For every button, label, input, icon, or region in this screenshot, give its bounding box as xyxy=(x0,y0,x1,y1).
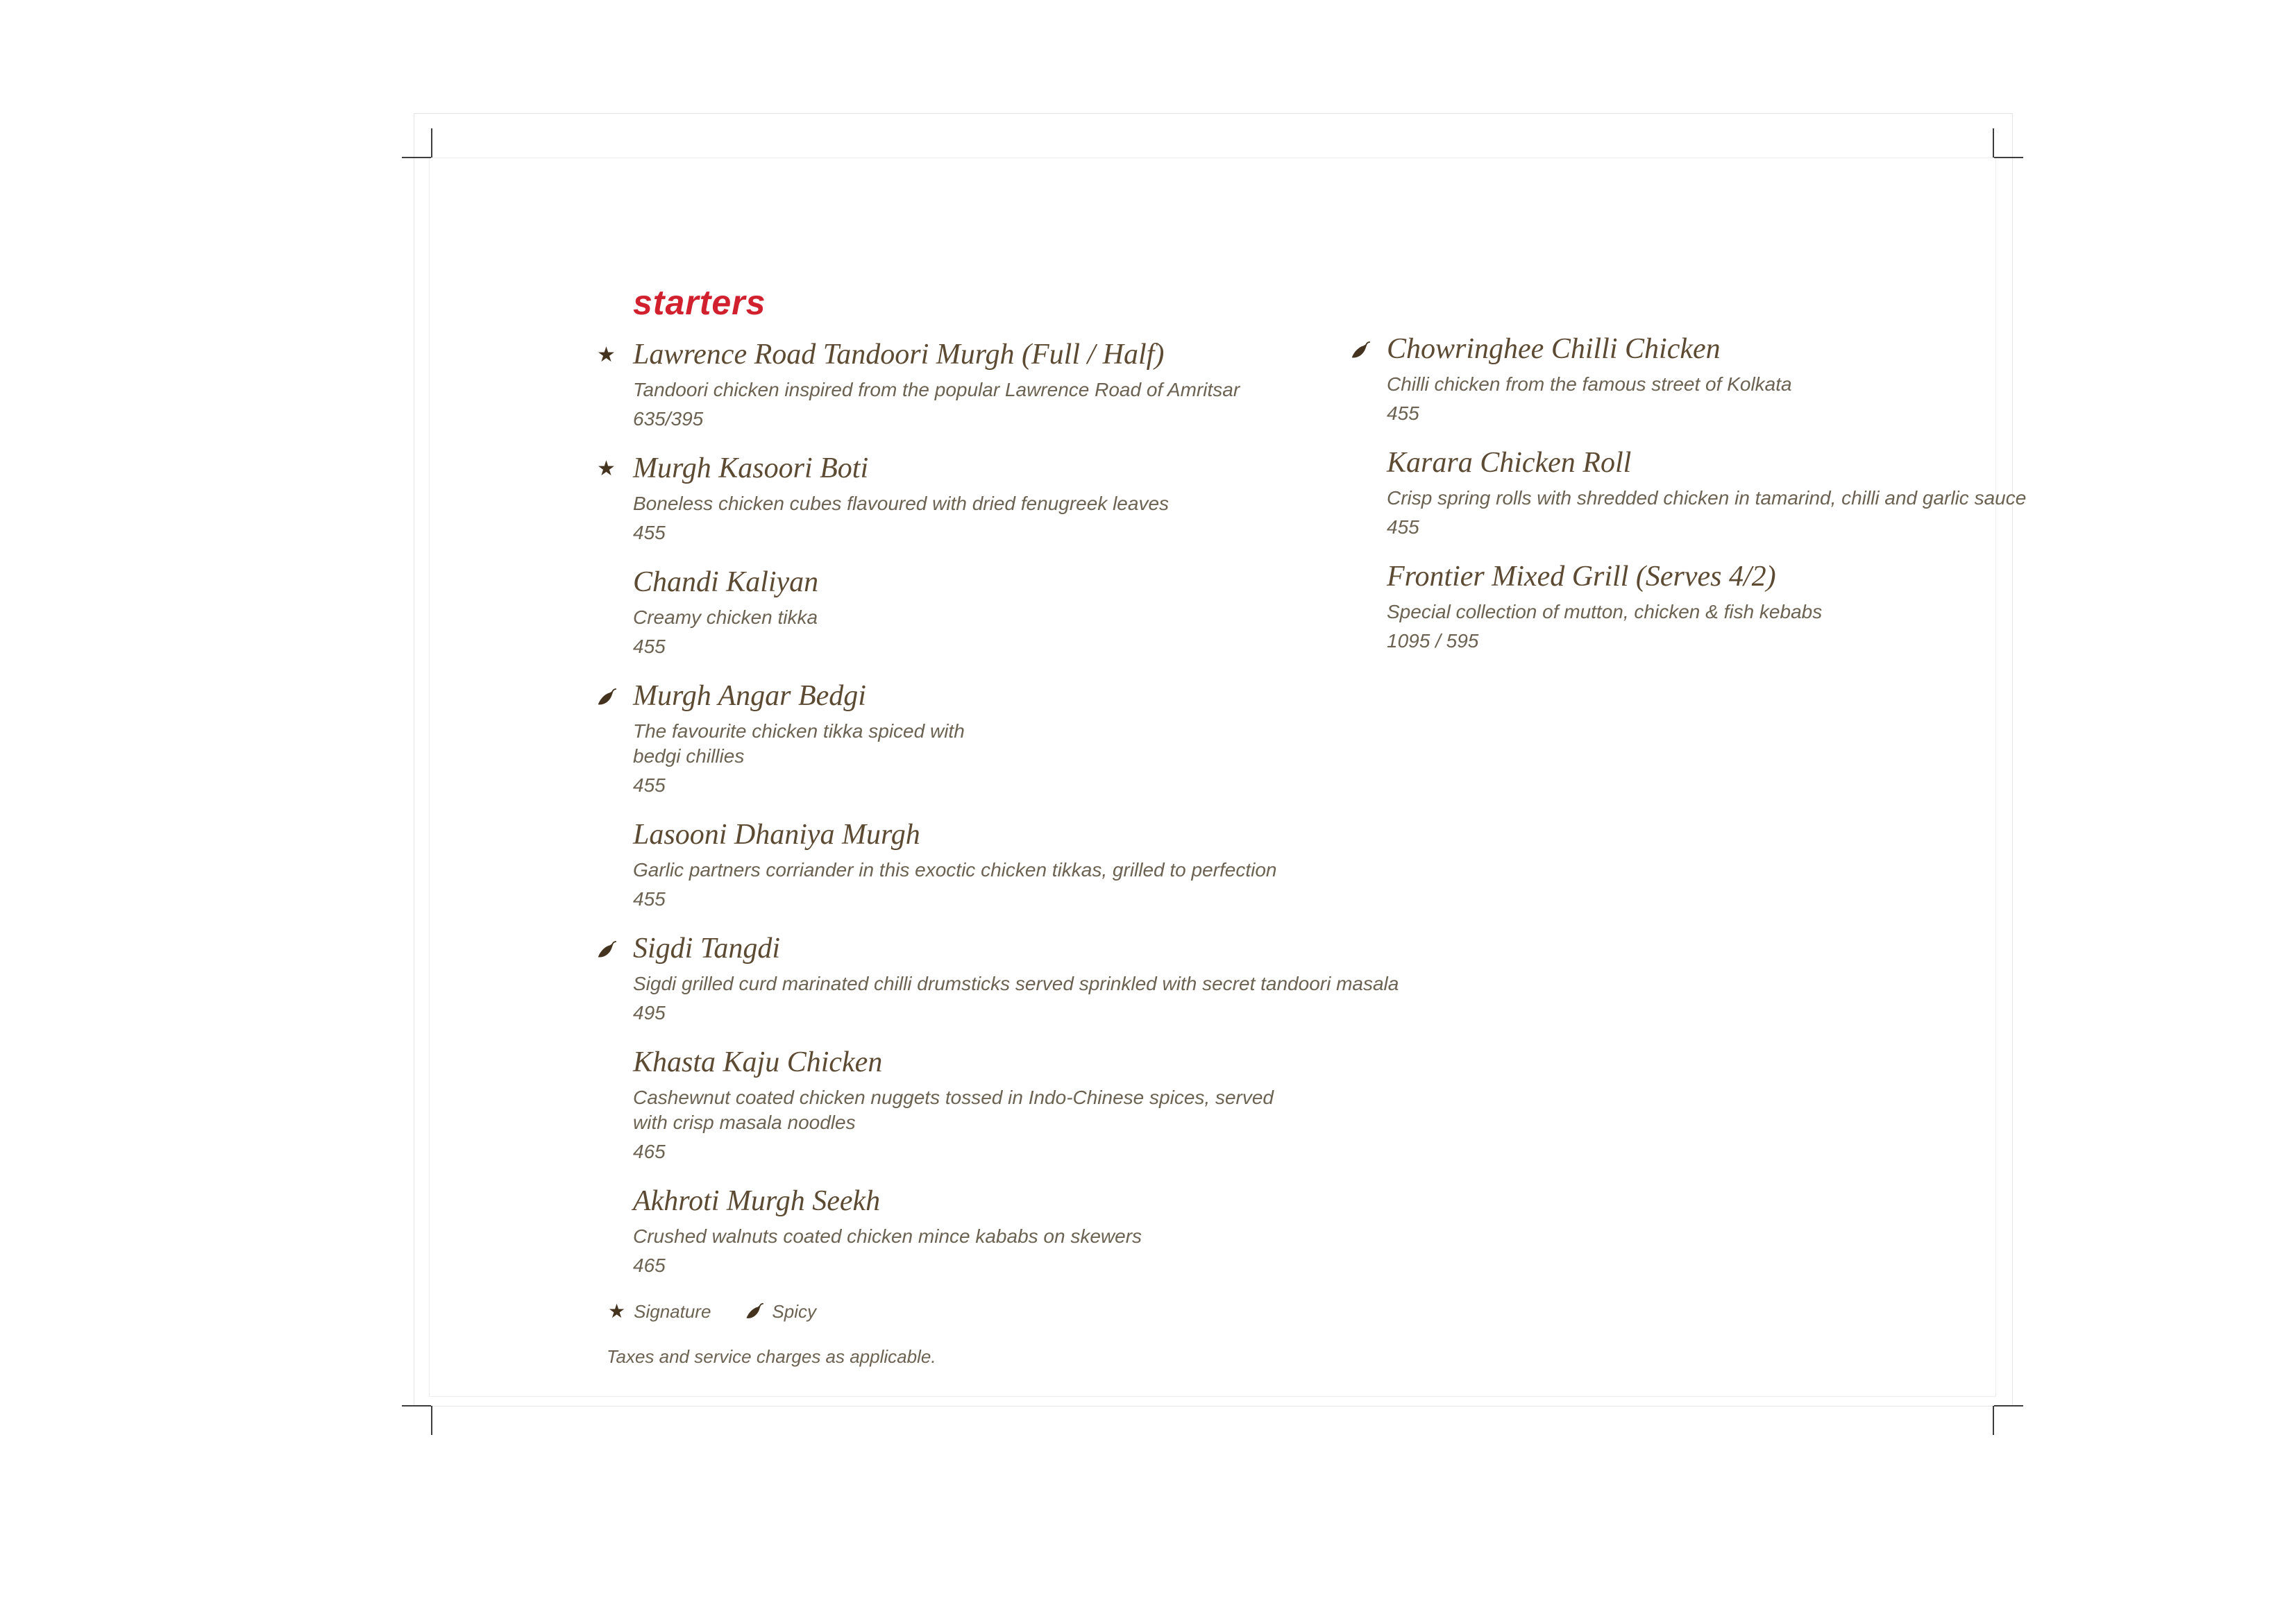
item-marker-cell xyxy=(594,452,633,545)
crop-mark-top-right-vertical xyxy=(1993,128,1994,158)
item-price: 455 xyxy=(633,888,666,910)
crop-mark-bottom-left-vertical xyxy=(431,1406,432,1435)
item-marker-cell xyxy=(594,680,633,798)
item-description xyxy=(633,858,1277,883)
crop-mark-bottom-left-horizontal xyxy=(402,1405,431,1407)
item-price: 465 xyxy=(633,1255,666,1276)
item-marker-cell xyxy=(594,339,633,432)
star-icon: ★ xyxy=(597,343,616,367)
item-description xyxy=(633,1085,1274,1135)
item-body xyxy=(633,680,965,798)
item-description-line: The favourite chicken tikka spiced with xyxy=(633,720,965,742)
item-name: Frontier Mixed Grill (Serves 4/2) xyxy=(1387,561,1776,593)
crop-mark-bottom-right-vertical xyxy=(1993,1406,1994,1435)
item-price: 495 xyxy=(633,1002,666,1023)
menu-item xyxy=(594,1046,1344,1164)
item-body xyxy=(633,1185,1142,1278)
item-name: Lawrence Road Tandoori Murgh (Full / Half) xyxy=(633,339,1165,371)
tax-footnote: Taxes and service charges as applicable. xyxy=(607,1346,936,1367)
item-price: 455 xyxy=(633,774,666,796)
menu-item xyxy=(594,680,1344,798)
item-body xyxy=(1387,561,1822,654)
item-description xyxy=(633,605,818,630)
item-price: 455 xyxy=(1387,402,1419,424)
item-body xyxy=(633,566,818,659)
crop-mark-top-left-horizontal xyxy=(402,157,431,158)
item-body xyxy=(633,933,1399,1026)
item-marker-cell xyxy=(594,566,633,659)
menu-column-right xyxy=(1348,333,2028,674)
item-description xyxy=(1387,600,1822,624)
item-body xyxy=(1387,333,1792,426)
item-description xyxy=(633,971,1399,996)
chilli-icon xyxy=(596,940,616,960)
item-marker-cell xyxy=(594,819,633,912)
item-description-line: Crushed walnuts coated chicken mince kababs on skewers xyxy=(633,1225,1142,1247)
item-description-line: Sigdi grilled curd marinated chilli drumsticks served sprinkled with secret tandoori masala xyxy=(633,973,1399,994)
item-name: Khasta Kaju Chicken xyxy=(633,1046,883,1078)
menu-item-list-left xyxy=(594,339,1399,1278)
crop-mark-top-left-vertical xyxy=(431,128,432,158)
crop-mark-bottom-right-horizontal xyxy=(1994,1405,2023,1407)
menu-item xyxy=(1348,447,2028,540)
item-name: Chandi Kaliyan xyxy=(633,566,819,598)
item-body xyxy=(1387,447,2026,540)
item-description-line: Creamy chicken tikka xyxy=(633,606,818,628)
menu-item xyxy=(1348,333,2028,426)
item-description-line: Chilli chicken from the famous street of Kolkata xyxy=(1387,373,1792,395)
menu-item xyxy=(594,819,1344,912)
item-marker-cell xyxy=(1348,447,1387,540)
item-description-line: Cashewnut coated chicken nuggets tossed in Indo-Chinese spices, served xyxy=(633,1087,1274,1108)
menu-item-list-right xyxy=(1348,333,2028,654)
item-name: Lasooni Dhaniya Murgh xyxy=(633,819,920,851)
item-description xyxy=(633,719,965,769)
item-marker-cell xyxy=(594,933,633,1026)
legend-spicy-label: Spicy xyxy=(772,1301,816,1322)
item-name: Murgh Kasoori Boti xyxy=(633,452,869,484)
item-body xyxy=(633,819,1277,912)
crop-mark-top-right-horizontal xyxy=(1994,157,2023,158)
item-name: Akhroti Murgh Seekh xyxy=(633,1185,881,1217)
chilli-icon xyxy=(744,1302,763,1321)
item-name: Karara Chicken Roll xyxy=(1387,447,1632,479)
chilli-icon xyxy=(596,687,616,708)
menu-item xyxy=(594,339,1344,432)
item-price: 1095 / 595 xyxy=(1387,630,1479,652)
item-description-line: Crisp spring rolls with shredded chicken in tamarind, chilli and garlic sauce xyxy=(1387,487,2027,509)
item-description-line: Boneless chicken cubes flavoured with dried fenugreek leaves xyxy=(633,493,1170,514)
star-icon: ★ xyxy=(608,1300,626,1323)
item-description-line: Tandoori chicken inspired from the popular Lawrence Road of Amritsar xyxy=(633,379,1240,400)
item-marker-cell xyxy=(1348,561,1387,654)
section-title: starters xyxy=(633,283,766,322)
star-icon: ★ xyxy=(597,457,616,481)
item-name: Chowringhee Chilli Chicken xyxy=(1387,333,1721,365)
item-marker-cell xyxy=(594,1046,633,1164)
legend-signature-label: Signature xyxy=(634,1301,711,1322)
chilli-icon xyxy=(1349,340,1370,361)
item-name: Murgh Angar Bedgi xyxy=(633,680,866,712)
item-description xyxy=(1387,486,2026,511)
item-name: Sigdi Tangdi xyxy=(633,933,781,965)
menu-item xyxy=(1348,561,2028,654)
item-description xyxy=(633,377,1240,402)
item-price: 455 xyxy=(633,522,666,543)
item-price: 455 xyxy=(633,636,666,657)
item-price: 455 xyxy=(1387,516,1419,538)
item-description-line: bedgi chillies xyxy=(633,745,745,767)
item-marker-cell xyxy=(1348,333,1387,426)
item-price: 465 xyxy=(633,1141,666,1162)
menu-item xyxy=(594,933,1399,1026)
item-description xyxy=(633,1224,1142,1249)
item-description-line: Garlic partners corriander in this exoctic chicken tikkas, grilled to perfection xyxy=(633,859,1277,881)
item-description xyxy=(633,491,1169,516)
item-marker-cell xyxy=(594,1185,633,1278)
item-description-line: Special collection of mutton, chicken & fish kebabs xyxy=(1387,601,1823,622)
legend xyxy=(608,1299,1344,1324)
item-body xyxy=(633,452,1169,545)
item-price: 635/395 xyxy=(633,408,704,430)
item-body xyxy=(633,1046,1274,1164)
item-description-line: with crisp masala noodles xyxy=(633,1112,856,1133)
menu-column-left xyxy=(594,283,1399,1368)
item-body xyxy=(633,339,1240,432)
item-description xyxy=(1387,372,1792,397)
menu-item xyxy=(594,566,1344,659)
menu-item xyxy=(594,452,1344,545)
menu-item xyxy=(594,1185,1344,1278)
